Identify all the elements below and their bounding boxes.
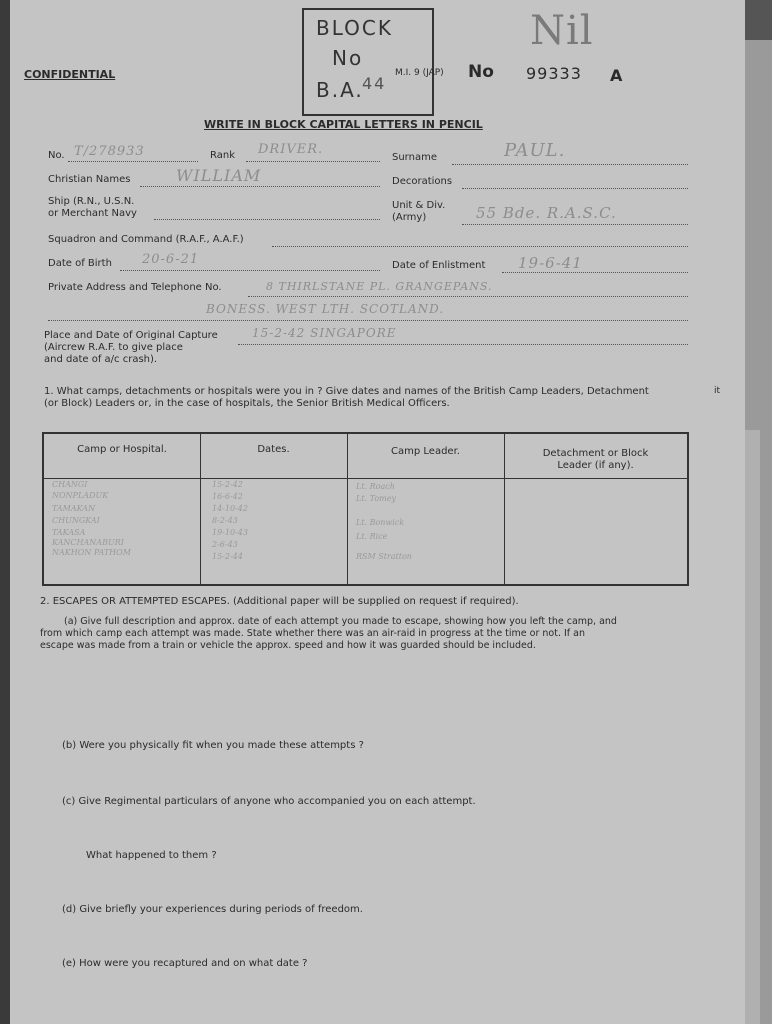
mi9-label: M.I. 9 (JAP) [395,68,444,78]
capture-label-3: and date of a/c crash). [44,354,158,365]
surname-label: Surname [392,152,437,163]
stamp-overwrite: 44 [362,74,387,93]
confidential-label: CONFIDENTIAL [24,68,116,81]
instruction-heading: WRITE IN BLOCK CAPITAL LETTERS IN PENCIL [204,118,483,131]
no-field-value: T/278933 [74,144,145,159]
camps-table [42,432,689,586]
address-line-2 [48,320,688,321]
capture-value: 15-2-42 SINGAPORE [252,326,397,340]
camp-entry: CHANGI [52,480,88,489]
header-camp-leader: Camp Leader. [391,446,460,457]
christian-names-line [140,186,380,187]
ship-label-1: Ship (R.N., U.S.N. [48,196,135,207]
serial-number: 99333 [526,64,582,83]
date-entry: 14-10-42 [212,504,248,513]
question-2c-followup: What happened to them ? [86,850,217,861]
date-entry: 8-2-43 [212,516,238,525]
address-label: Private Address and Telephone No. [48,282,222,293]
camp-entry: NAKHON PATHOM [52,548,131,557]
squadron-line [272,246,688,247]
unit-value: 55 Bde. R.A.S.C. [476,204,617,222]
nil-annotation: Nil [530,8,594,54]
leader-entry: Lt. Tomey [356,494,396,503]
no-field-line [68,161,198,162]
question-2b: (b) Were you physically fit when you made these attempts ? [62,740,364,751]
enlistment-label: Date of Enlistment [392,260,486,271]
rank-label: Rank [210,150,235,161]
unit-label-2: (Army) [392,212,427,223]
header-dates: Dates. [257,444,290,455]
unit-line [462,224,688,225]
question-2e: (e) How were you recaptured and on what date ? [62,958,308,969]
date-entry: 16-6-42 [212,492,243,501]
capture-line [238,344,688,345]
decorations-label: Decorations [392,176,453,187]
ship-label-2: or Merchant Navy [48,208,137,219]
camp-entry: CHUNGKAI [52,516,100,525]
header-detachment: Detachment or Block [542,448,649,459]
surname-line [452,164,688,165]
date-entry: 2-6-43 [212,540,238,549]
camp-entry: NONPLADUK [52,491,109,500]
question-2c: (c) Give Regimental particulars of anyone who accompanied you on each attempt. [62,796,476,807]
address-value-2: BONESS. WEST LTH. SCOTLAND. [206,302,445,316]
dob-line [120,270,380,271]
number-label: No [468,62,494,82]
christian-names-value: WILLIAM [176,166,262,185]
surname-value: PAUL. [504,140,566,161]
enlistment-line [502,272,688,273]
stamp-line2: No [332,46,364,70]
stamp-line3: B.A. [316,78,364,102]
question-2-heading: 2. ESCAPES OR ATTEMPTED ESCAPES. (Additional paper will be supplied on request if required). [40,596,519,607]
no-field-label: No. [48,150,65,161]
camp-entry: TAKASA [52,528,86,537]
stamp-line1: BLOCK [316,16,393,40]
enlistment-value: 19-6-41 [518,254,583,272]
camp-entry: KANCHANABURI [52,538,124,547]
leader-entry: Lt. Roach [356,482,395,491]
block-stamp [302,8,434,116]
series-letter: A [610,66,623,85]
squadron-label: Squadron and Command (R.A.F., A.A.F.) [48,234,244,245]
address-value-1: 8 THIRLSTANE PL. GRANGEPANS. [266,280,493,293]
question-2a-line3: escape was made from a train or vehicle the approx. speed and how it was guarded should be included. [40,640,536,651]
date-entry: 15-2-42 [212,480,243,489]
dob-value: 20-6-21 [142,252,200,267]
decorations-line [462,188,688,189]
form-sheet [10,0,745,1024]
capture-label-1: Place and Date of Original Capture [44,330,218,341]
margin-note: it [714,386,721,396]
dob-label: Date of Birth [48,258,112,269]
question-1-line2: (or Block) Leaders or, in the case of hospitals, the Senior British Medical Officers. [44,398,450,409]
leader-entry: Lt. Rice [356,532,388,541]
ship-line [154,219,380,220]
rank-value: DRIVER. [258,142,324,157]
date-entry: 15-2-44 [212,552,243,561]
date-entry: 19-10-43 [212,528,248,537]
camp-entry: TAMAKAN [52,504,96,513]
rank-line [246,161,380,162]
table-divider-1 [200,434,201,584]
header-detachment-2: Leader (if any). [557,460,634,471]
unit-label-1: Unit & Div. [392,200,446,211]
question-1-line1: 1. What camps, detachments or hospitals were you in ? Give dates and names of the British Camp Leaders, Detachment [44,386,649,397]
question-2d: (d) Give briefly your experiences during periods of freedom. [62,904,363,915]
capture-label-2: (Aircrew R.A.F. to give place [44,342,183,353]
leader-entry: Lt. Bonwick [356,518,405,527]
header-camp: Camp or Hospital. [77,444,167,455]
address-line-1 [248,296,688,297]
christian-names-label: Christian Names [48,174,131,185]
table-header-rule [44,478,687,479]
question-2a-line1: (a) Give full description and approx. date of each attempt you made to escape, showing how you left the camp, and [64,616,617,627]
question-2a-line2: from which camp each attempt was made. State whether there was an air-raid in progress at the time or not. If an [40,628,586,639]
leader-entry: RSM Stratton [356,552,412,561]
